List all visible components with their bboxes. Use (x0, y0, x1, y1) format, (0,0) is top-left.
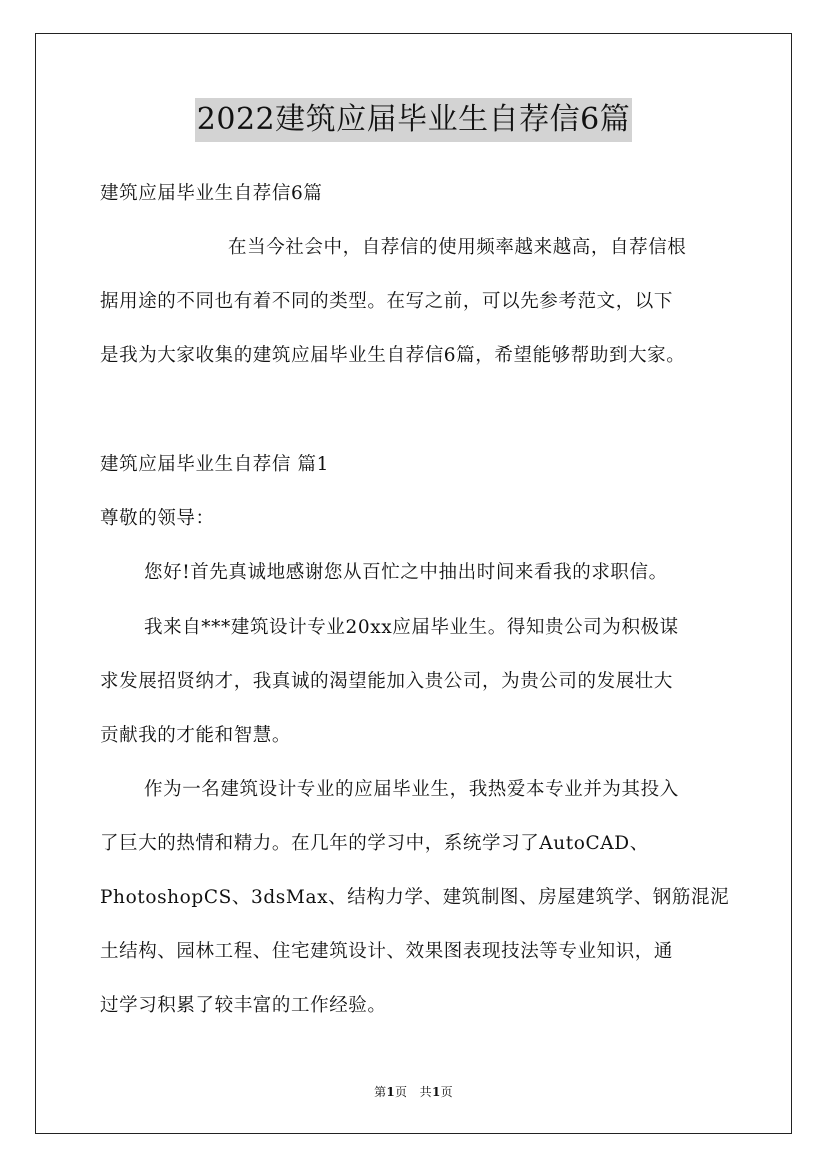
body-line-9: 过学习积累了较丰富的工作经验。 (100, 995, 387, 1016)
document-title: 2022建筑应届毕业生自荐信6篇 (195, 98, 632, 142)
intro-line-2: 据用途的不同也有着不同的类型。在写之前，可以先参考范文，以下 (100, 291, 674, 312)
footer-page-number: 1 (386, 1085, 396, 1099)
salutation: 尊敬的领导： (100, 508, 215, 529)
body-line-1: 您好!首先真诚地感谢您从百忙之中抽出时间来看我的求职信。 (144, 562, 668, 583)
intro-line-3: 是我为大家收集的建筑应届毕业生自荐信6篇，希望能够帮助到大家。 (100, 345, 686, 366)
footer-middle: 页 共 (395, 1085, 432, 1099)
footer-suffix: 页 (440, 1085, 453, 1099)
body-line-7: PhotoshopCS、3dsMax、结构力学、建筑制图、房屋建筑学、钢筋混泥 (100, 887, 730, 908)
body-line-5: 作为一名建筑设计专业的应届毕业生，我热爱本专业并为其投入 (144, 779, 679, 800)
section-heading: 建筑应届毕业生自荐信 篇1 (100, 454, 329, 475)
body-line-3: 求发展招贤纳才，我真诚的渴望能加入贵公司，为贵公司的发展壮大 (100, 671, 674, 692)
body-line-6: 了巨大的热情和精力。在几年的学习中，系统学习了AutoCAD、 (100, 833, 649, 854)
document-subtitle: 建筑应届毕业生自荐信6篇 (100, 183, 323, 204)
footer-page-total: 1 (431, 1085, 441, 1099)
body-line-8: 土结构、园林工程、住宅建筑设计、效果图表现技法等专业知识，通 (100, 941, 674, 962)
title-container (0, 98, 827, 142)
body-line-2: 我来自***建筑设计专业20xx应届毕业生。得知贵公司为积极谋 (144, 617, 679, 638)
body-line-4: 贡献我的才能和智慧。 (100, 725, 292, 746)
intro-line-1: 在当今社会中，自荐信的使用频率越来越高，自荐信根 (228, 237, 687, 258)
page-footer (0, 1085, 827, 1099)
footer-prefix: 第 (374, 1085, 387, 1099)
